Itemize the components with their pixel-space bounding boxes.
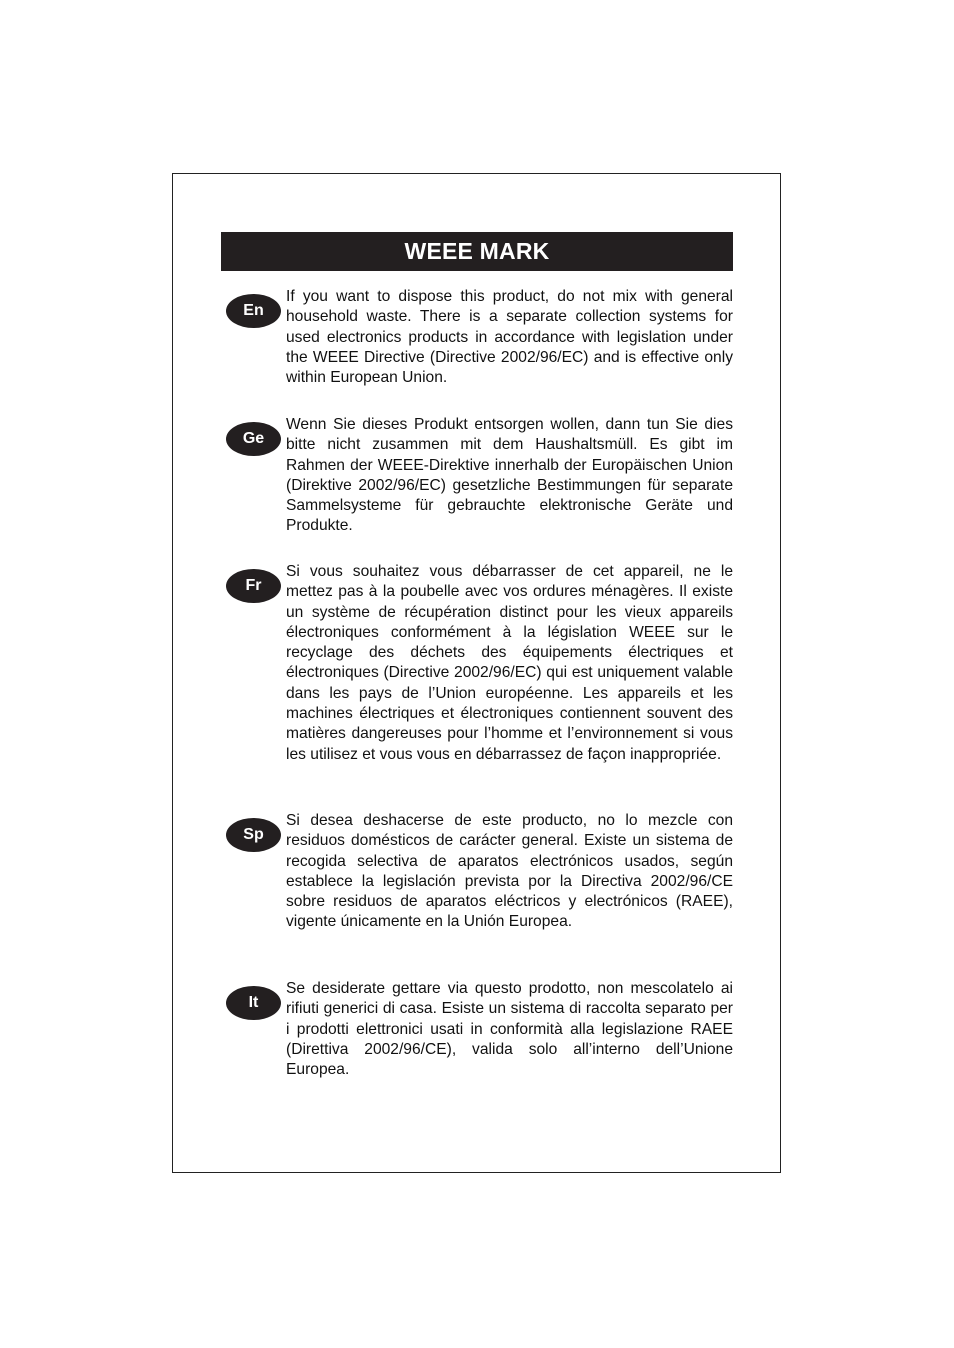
page-title: WEEE MARK bbox=[221, 232, 733, 271]
section-text-it: Se desiderate gettare via questo prodotto, non mescolatelo ai rifiuti generici di casa. Esiste un sistema di raccolta separato per i prodotti elettronici usati in conformità alla legislazione RAEE (Direttiva 2002/96/CE), valida solo all’interno dell’Unione Europea. bbox=[286, 980, 733, 1079]
language-badge-sp: Sp bbox=[226, 818, 281, 852]
section-text-en: If you want to dispose this product, do not mix with general household waste. There is a separate collection systems for used electronics products in accordance with legislation under the WEEE Directive (Directive 2002/96/EC) and is effective only within European Union. bbox=[286, 288, 733, 387]
language-badge-ge: Ge bbox=[226, 422, 281, 456]
section-text-ge: Wenn Sie dieses Produkt entsorgen wollen, dann tun Sie dies bitte nicht zusammen mit dem Haushaltsmüll. Es gibt im Rahmen der WEEE-Direktive innerhalb der Europäischen Union (Direktive 2002/96/EC) gesetzliche Bestimmungen für separate Sammelsysteme für gebrauchte elektronische Geräte und Produkte. bbox=[286, 416, 733, 535]
language-badge-en: En bbox=[226, 294, 281, 328]
language-badge-it: It bbox=[226, 986, 281, 1020]
language-badge-fr: Fr bbox=[226, 569, 281, 603]
section-text-sp: Si desea deshacerse de este producto, no lo mezcle con residuos domésticos de carácter general. Existe un sistema de recogida selectiva de aparatos electrónicos usados, según establece la legislación prevista por la Directiva 2002/96/CE sobre residuos de aparatos eléctricos y electrónicos (RAEE), vigente únicamente en la Unión Europea. bbox=[286, 812, 733, 931]
section-text-fr: Si vous souhaitez vous débarrasser de cet appareil, ne le mettez pas à la poubelle avec vos ordures ménagères. Il existe un système de récupération distinct pour les vieux appareils électroniques conformément à la législation WEEE sur le recyclage des déchets des équipements électriques et électroniques (Directive 2002/96/EC) qui est uniquement valable dans les pays de l’Union européenne. Les appareils et les machines électriques et électroniques contiennent souvent des matières dangereuses pour l’homme et l’environnement si vous les utilisez et vous vous en débarrassez de façon inappropriée. bbox=[286, 563, 733, 763]
